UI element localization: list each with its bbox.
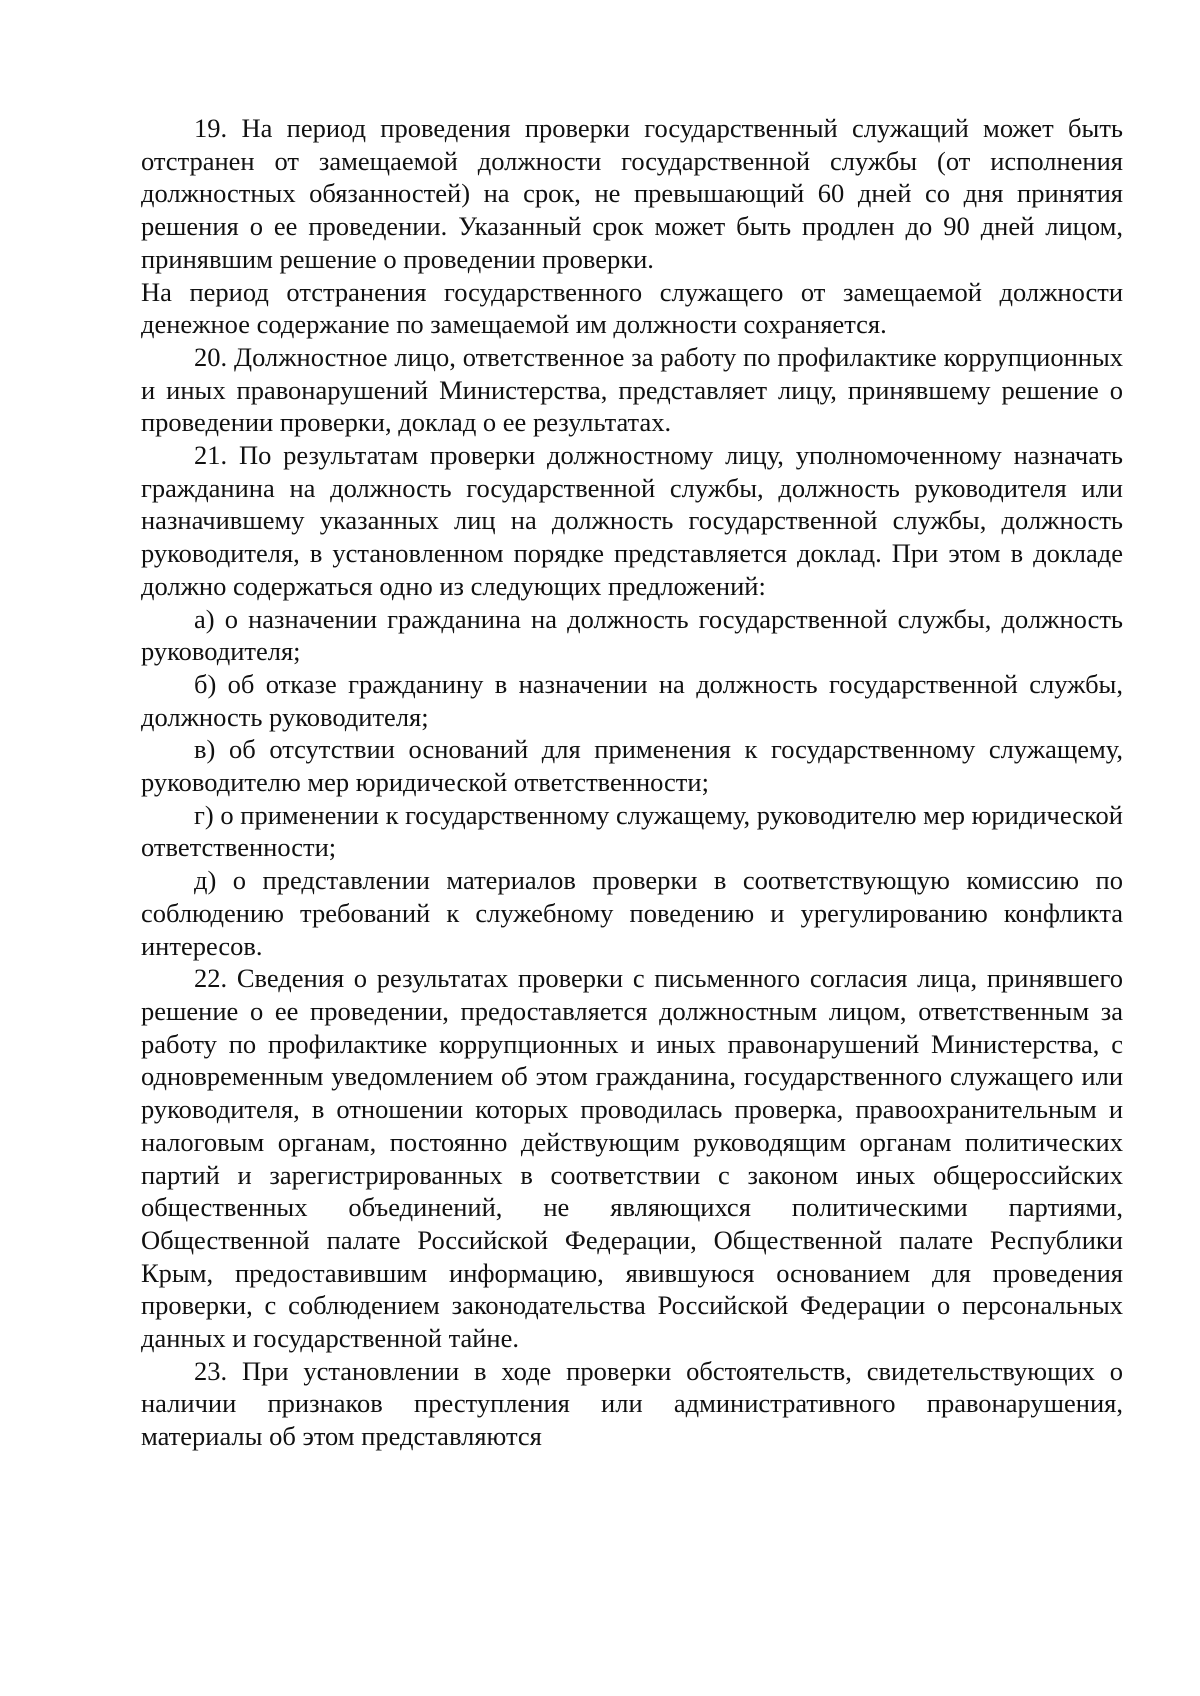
list-item-g: г) о применении к государственному служащему, руководителю мер юридической ответственности; [141,799,1123,863]
paragraph-21: 21. По результатам проверки должностному лицу, уполномоченному назначать гражданина на должность государственной службы, должность руководителя или назначившему указанных лиц на должность государственной службы, должность руководителя, в установленном порядке представляется доклад. При этом в докладе должно содержаться одно из следующих предложений: [141,440,1123,601]
document-body [141,112,1123,1453]
list-item-v: в) об отсутствии оснований для применения к государственному служащему, руководителю мер юридической ответственности; [141,734,1123,798]
paragraph-19: 19. На период проведения проверки государственный служащий может быть отстранен от замещаемой должности государственной службы (от исполнения должностных обязанностей) на срок, не превышающий 60 дней со дня принятия решения о ее проведении. Указанный срок может быть продлен до 90 дней лицом, принявшим решение о проведении проверки. [141,113,1123,274]
list-item-b: б) об отказе гражданину в назначении на должность государственной службы, должность руководителя; [141,668,1123,732]
paragraph-23: 23. При установлении в ходе проверки обстоятельств, свидетельствующих о наличии признаков преступления или административного правонарушения, материалы об этом представляются [141,1355,1123,1452]
paragraph-22: 22. Сведения о результатах проверки с письменного согласия лица, принявшего решение о ее проведении, предоставляется должностным лицом, ответственным за работу по профилактике коррупционных и иных правонарушений Министерства, с одновременным уведомлением об этом гражданина, государственного служащего или руководителя, в отношении которых проводилась проверка, правоохранительным и налоговым органам, постоянно действующим руководящим органам политических партий и зарегистрированных в соответствии с законом иных общероссийских общественных объединений, не являющихся политическими партиями, Общественной палате Российской Федерации, Общественной палате Республики Крым, предоставившим информацию, явившуюся основанием для проведения проверки, с соблюдением законодательства Российской Федерации о персональных данных и государственной тайне. [141,963,1123,1354]
list-item-a: а) о назначении гражданина на должность государственной службы, должность руководителя; [141,603,1123,667]
list-item-d: д) о представлении материалов проверки в соответствующую комиссию по соблюдению требований к служебному поведению и урегулированию конфликта интересов. [141,865,1123,961]
paragraph-19-continuation: На период отстранения государственного служащего от замещаемой должности денежное содержание по замещаемой им должности сохраняется. [141,276,1123,340]
paragraph-20: 20. Должностное лицо, ответственное за работу по профилактике коррупционных и иных правонарушений Министерства, представляет лицу, принявшему решение о проведении проверки, доклад о ее результатах. [141,341,1123,438]
